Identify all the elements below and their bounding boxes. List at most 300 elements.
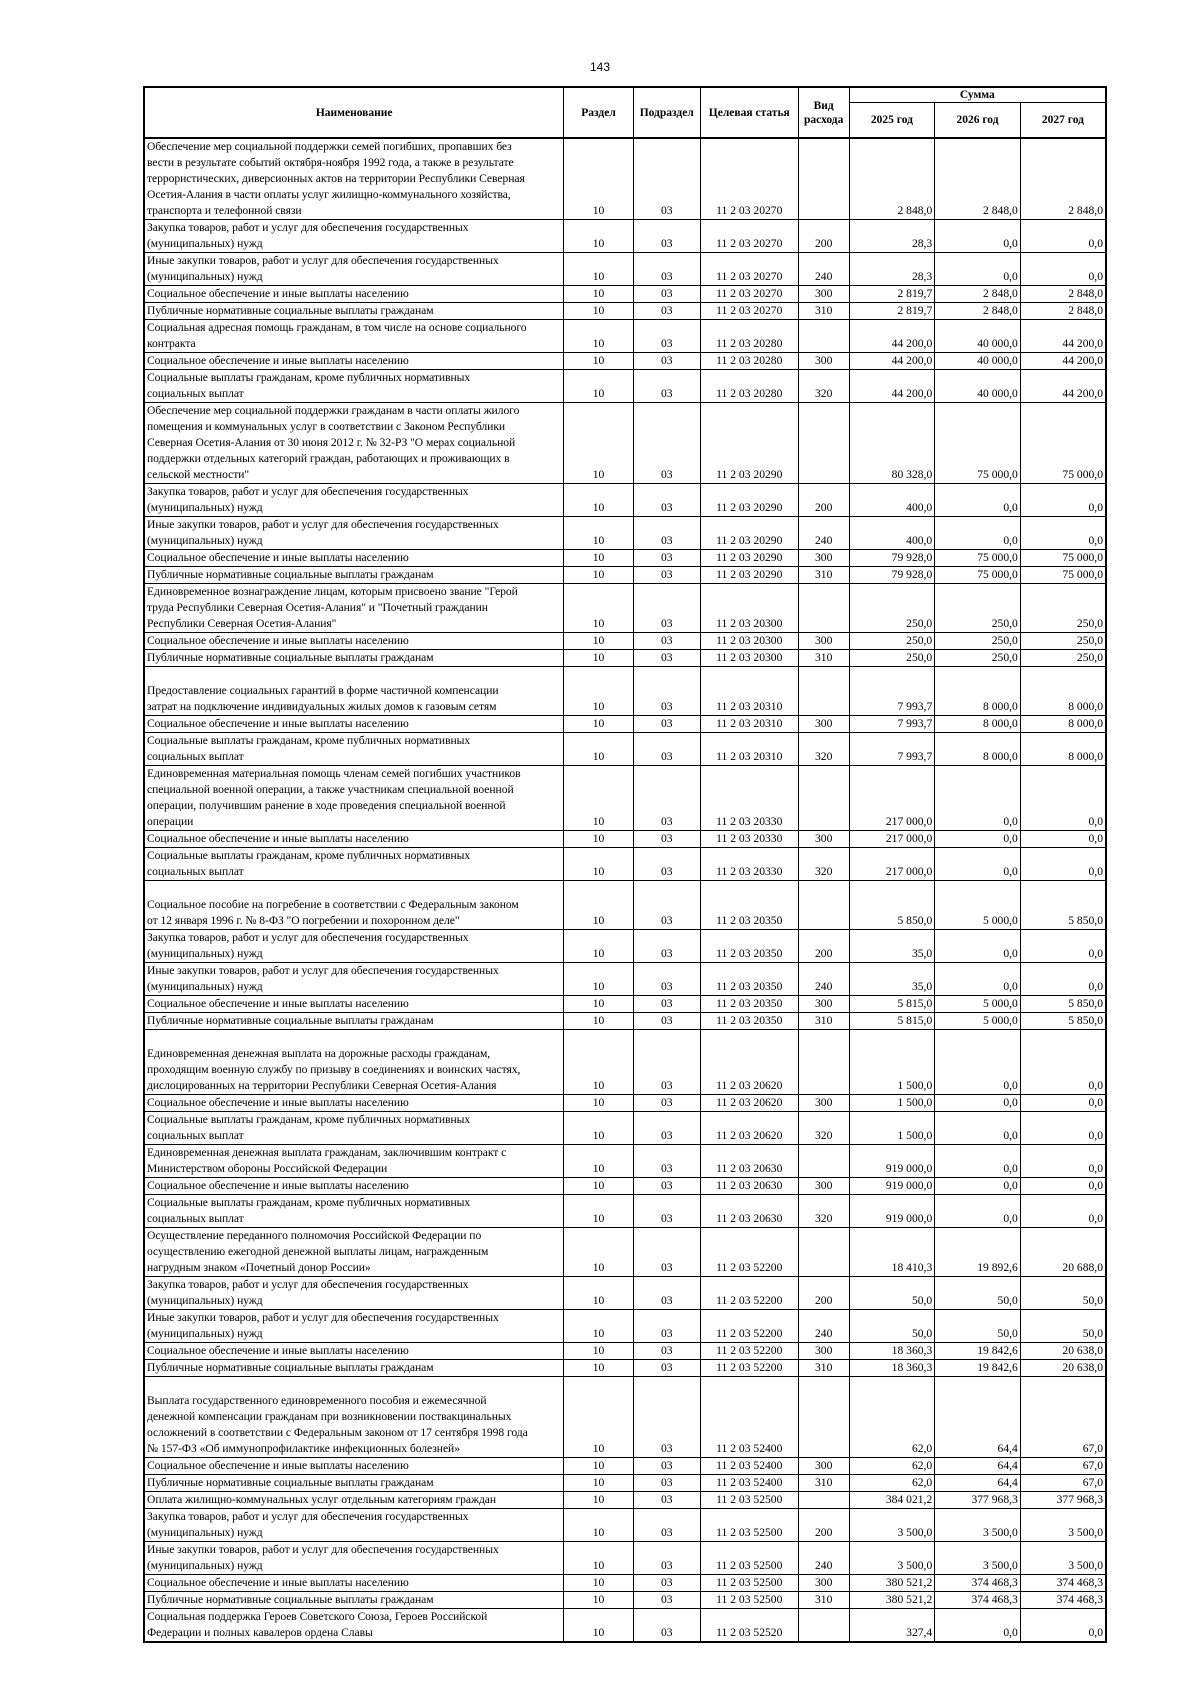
row-target-article: 11 2 03 20290	[700, 517, 798, 550]
row-amount-2025: 35,0	[849, 963, 935, 996]
row-name-line: Закупка товаров, работ и услуг для обеспечения государственных	[147, 931, 469, 944]
row-name	[144, 1145, 564, 1178]
row-expense-type: 310	[798, 650, 849, 667]
row-name	[144, 963, 564, 996]
row-amount-2027: 0,0	[1020, 220, 1106, 253]
row-target-article: 11 2 03 20310	[700, 716, 798, 733]
row-section: 10	[564, 303, 633, 320]
row-amount-2027: 377 968,3	[1020, 1492, 1106, 1509]
row-amount-2027: 0,0	[1020, 1609, 1106, 1643]
row-amount-2025: 35,0	[849, 930, 935, 963]
row-amount-2026: 5 000,0	[935, 881, 1021, 930]
row-name-line: Закупка товаров, работ и услуг для обеспечения государственных	[147, 221, 469, 234]
row-amount-2027: 20 638,0	[1020, 1343, 1106, 1360]
row-amount-2025: 50,0	[849, 1310, 935, 1343]
row-name-line: Публичные нормативные социальные выплаты гражданам	[147, 1361, 434, 1374]
row-name-line: Публичные нормативные социальные выплаты гражданам	[147, 568, 434, 581]
row-section: 10	[564, 1377, 633, 1458]
row-name-line: Закупка товаров, работ и услуг для обеспечения государственных	[147, 1278, 469, 1291]
row-expense-type: 300	[798, 1575, 849, 1592]
row-expense-type: 310	[798, 1013, 849, 1030]
table-row	[144, 1609, 1106, 1643]
row-subsection: 03	[633, 1343, 700, 1360]
row-expense-type: 320	[798, 848, 849, 881]
row-expense-type: 240	[798, 1310, 849, 1343]
row-target-article: 11 2 03 20300	[700, 584, 798, 633]
row-expense-type: 300	[798, 1458, 849, 1475]
row-name-line: Осуществление переданного полномочия Российской Федерации по	[147, 1229, 482, 1242]
row-amount-2026: 0,0	[935, 1145, 1021, 1178]
row-subsection: 03	[633, 138, 700, 220]
row-subsection: 03	[633, 716, 700, 733]
row-target-article: 11 2 03 52400	[700, 1475, 798, 1492]
row-name-line: Социальные выплаты гражданам, кроме публичных нормативных	[147, 734, 471, 747]
header-year-2027: 2027 год	[1020, 103, 1106, 139]
row-amount-2026: 0,0	[935, 1095, 1021, 1112]
row-target-article: 11 2 03 20630	[700, 1178, 798, 1195]
row-amount-2026: 19 842,6	[935, 1343, 1021, 1360]
row-amount-2027: 2 848,0	[1020, 138, 1106, 220]
row-amount-2027: 50,0	[1020, 1277, 1106, 1310]
row-amount-2027: 20 638,0	[1020, 1360, 1106, 1377]
row-section: 10	[564, 403, 633, 484]
row-amount-2026: 64,4	[935, 1458, 1021, 1475]
row-subsection: 03	[633, 1360, 700, 1377]
row-name	[144, 484, 564, 517]
row-name-line: (муниципальных) нужд	[147, 1327, 263, 1340]
table-row	[144, 930, 1106, 963]
row-target-article: 11 2 03 20270	[700, 253, 798, 286]
row-amount-2027: 0,0	[1020, 831, 1106, 848]
row-amount-2027: 374 468,3	[1020, 1592, 1106, 1609]
table-row	[144, 633, 1106, 650]
row-amount-2027: 0,0	[1020, 1195, 1106, 1228]
table-row	[144, 567, 1106, 584]
row-section: 10	[564, 1492, 633, 1509]
table-row	[144, 1509, 1106, 1542]
row-amount-2025: 7 993,7	[849, 716, 935, 733]
row-name-line: (муниципальных) нужд	[147, 270, 263, 283]
row-amount-2026: 75 000,0	[935, 567, 1021, 584]
row-amount-2026: 5 000,0	[935, 1013, 1021, 1030]
row-expense-type: 300	[798, 996, 849, 1013]
row-target-article: 11 2 03 52500	[700, 1542, 798, 1575]
row-name	[144, 831, 564, 848]
row-name-line: денежной компенсации гражданам при возникновении поствакцинальных	[147, 1410, 512, 1423]
row-name-line: операции	[147, 815, 194, 828]
row-subsection: 03	[633, 1475, 700, 1492]
row-name-line: поддержки отдельных категорий граждан, работающих и проживающих в	[147, 452, 510, 465]
row-name-line: Единовременная материальная помощь членам семей погибших участников	[147, 767, 521, 780]
row-name	[144, 766, 564, 831]
row-name-line: Социальное обеспечение и иные выплаты населению	[147, 832, 409, 845]
row-amount-2027: 0,0	[1020, 766, 1106, 831]
table-row	[144, 1195, 1106, 1228]
row-amount-2026: 8 000,0	[935, 733, 1021, 766]
row-amount-2025: 79 928,0	[849, 550, 935, 567]
row-name	[144, 1343, 564, 1360]
row-section: 10	[564, 650, 633, 667]
row-amount-2025: 5 850,0	[849, 881, 935, 930]
row-target-article: 11 2 03 20350	[700, 996, 798, 1013]
table-row	[144, 303, 1106, 320]
row-amount-2026: 0,0	[935, 220, 1021, 253]
row-name-line: Социальная адресная помощь гражданам, в том числе на основе социального	[147, 321, 527, 334]
row-name-line: Социальные выплаты гражданам, кроме публичных нормативных	[147, 849, 471, 862]
row-name-line: Публичные нормативные социальные выплаты гражданам	[147, 651, 434, 664]
row-amount-2025: 250,0	[849, 633, 935, 650]
row-amount-2025: 62,0	[849, 1475, 935, 1492]
row-amount-2025: 217 000,0	[849, 766, 935, 831]
table-row	[144, 1343, 1106, 1360]
row-subsection: 03	[633, 1013, 700, 1030]
row-section: 10	[564, 1228, 633, 1277]
row-name-line: от 12 января 1996 г. № 8-ФЗ "О погребении и похоронном деле"	[147, 914, 460, 927]
row-section: 10	[564, 584, 633, 633]
row-amount-2025: 250,0	[849, 584, 935, 633]
row-amount-2026: 2 848,0	[935, 303, 1021, 320]
row-name	[144, 1377, 564, 1458]
row-amount-2026: 0,0	[935, 766, 1021, 831]
row-name-line: Обеспечение мер социальной поддержки гражданам в части оплаты жилого	[147, 404, 520, 417]
row-target-article: 11 2 03 20270	[700, 220, 798, 253]
row-name	[144, 567, 564, 584]
row-amount-2027: 374 468,3	[1020, 1575, 1106, 1592]
row-expense-type	[798, 766, 849, 831]
table-row	[144, 484, 1106, 517]
row-amount-2025: 2 819,7	[849, 303, 935, 320]
row-expense-type: 300	[798, 1095, 849, 1112]
table-row	[144, 320, 1106, 353]
row-expense-type	[798, 138, 849, 220]
table-row	[144, 716, 1106, 733]
row-name-line: Социальное обеспечение и иные выплаты населению	[147, 997, 409, 1010]
table-row	[144, 1542, 1106, 1575]
row-name-line: (муниципальных) нужд	[147, 1559, 263, 1572]
row-amount-2026: 0,0	[935, 1030, 1021, 1095]
row-target-article: 11 2 03 52200	[700, 1228, 798, 1277]
row-amount-2026: 19 842,6	[935, 1360, 1021, 1377]
row-amount-2027: 3 500,0	[1020, 1542, 1106, 1575]
row-amount-2027: 0,0	[1020, 517, 1106, 550]
row-name-line: Публичные нормативные социальные выплаты гражданам	[147, 1014, 434, 1027]
row-expense-type	[798, 881, 849, 930]
row-subsection: 03	[633, 881, 700, 930]
row-amount-2026: 0,0	[935, 1178, 1021, 1195]
row-expense-type: 320	[798, 1195, 849, 1228]
row-amount-2026: 2 848,0	[935, 286, 1021, 303]
row-section: 10	[564, 286, 633, 303]
table-row	[144, 1112, 1106, 1145]
row-section: 10	[564, 1030, 633, 1095]
row-amount-2025: 7 993,7	[849, 733, 935, 766]
row-section: 10	[564, 353, 633, 370]
row-subsection: 03	[633, 1178, 700, 1195]
row-amount-2026: 40 000,0	[935, 320, 1021, 353]
row-name-line: (муниципальных) нужд	[147, 501, 263, 514]
row-amount-2027: 0,0	[1020, 1095, 1106, 1112]
row-section: 10	[564, 930, 633, 963]
table-row	[144, 1095, 1106, 1112]
row-name	[144, 1013, 564, 1030]
row-amount-2027: 0,0	[1020, 484, 1106, 517]
row-amount-2025: 380 521,2	[849, 1592, 935, 1609]
row-target-article: 11 2 03 52500	[700, 1592, 798, 1609]
row-section: 10	[564, 1195, 633, 1228]
row-name	[144, 138, 564, 220]
row-name	[144, 286, 564, 303]
table-body	[144, 138, 1106, 1642]
row-name-line: Социальное обеспечение и иные выплаты населению	[147, 287, 409, 300]
table-row	[144, 286, 1106, 303]
row-name-line: Единовременная денежная выплата на дорожные расходы гражданам,	[147, 1047, 491, 1060]
row-target-article: 11 2 03 52200	[700, 1310, 798, 1343]
row-name	[144, 1195, 564, 1228]
row-section: 10	[564, 1112, 633, 1145]
row-subsection: 03	[633, 286, 700, 303]
row-subsection: 03	[633, 733, 700, 766]
table-row	[144, 650, 1106, 667]
row-expense-type: 300	[798, 1343, 849, 1360]
row-target-article: 11 2 03 20630	[700, 1145, 798, 1178]
row-name	[144, 930, 564, 963]
row-expense-type: 310	[798, 567, 849, 584]
row-section: 10	[564, 138, 633, 220]
table-row	[144, 766, 1106, 831]
row-subsection: 03	[633, 1095, 700, 1112]
row-subsection: 03	[633, 403, 700, 484]
row-name-line: Социальные выплаты гражданам, кроме публичных нормативных	[147, 1113, 471, 1126]
row-expense-type: 300	[798, 633, 849, 650]
row-expense-type: 310	[798, 303, 849, 320]
table-row	[144, 881, 1106, 930]
row-expense-type: 310	[798, 1592, 849, 1609]
row-target-article: 11 2 03 52500	[700, 1575, 798, 1592]
row-amount-2026: 50,0	[935, 1277, 1021, 1310]
row-amount-2027: 3 500,0	[1020, 1509, 1106, 1542]
row-name-line: Единовременное вознаграждение лицам, которым присвоено звание "Герой	[147, 585, 518, 598]
row-name-line: Публичные нормативные социальные выплаты гражданам	[147, 1593, 434, 1606]
table-row	[144, 831, 1106, 848]
row-name-line: Иные закупки товаров, работ и услуг для обеспечения государственных	[147, 1311, 499, 1324]
row-amount-2027: 0,0	[1020, 963, 1106, 996]
table-row	[144, 733, 1106, 766]
row-name-line: (муниципальных) нужд	[147, 237, 263, 250]
row-name-line: Закупка товаров, работ и услуг для обеспечения государственных	[147, 1510, 469, 1523]
row-name	[144, 1492, 564, 1509]
row-amount-2027: 50,0	[1020, 1310, 1106, 1343]
row-amount-2026: 0,0	[935, 963, 1021, 996]
row-amount-2025: 2 848,0	[849, 138, 935, 220]
row-name-line: Иные закупки товаров, работ и услуг для обеспечения государственных	[147, 964, 499, 977]
row-target-article: 11 2 03 20290	[700, 567, 798, 584]
row-section: 10	[564, 1592, 633, 1609]
row-expense-type: 200	[798, 930, 849, 963]
row-section: 10	[564, 1542, 633, 1575]
row-expense-type: 200	[798, 1509, 849, 1542]
row-subsection: 03	[633, 550, 700, 567]
row-name-line	[147, 1030, 561, 1046]
row-section: 10	[564, 1475, 633, 1492]
row-amount-2025: 44 200,0	[849, 370, 935, 403]
row-amount-2027: 0,0	[1020, 1112, 1106, 1145]
row-name-line: Единовременная денежная выплата гражданам, заключившим контракт с	[147, 1146, 507, 1159]
row-name-line: социальных выплат	[147, 387, 244, 400]
row-amount-2025: 2 819,7	[849, 286, 935, 303]
row-name-line: осложнений в соответствии с Федеральным законом от 17 сентября 1998 года	[147, 1426, 528, 1439]
row-name-line: Федерации и полных кавалеров ордена Славы	[147, 1626, 373, 1639]
row-subsection: 03	[633, 930, 700, 963]
row-amount-2026: 377 968,3	[935, 1492, 1021, 1509]
row-amount-2027: 8 000,0	[1020, 716, 1106, 733]
row-target-article: 11 2 03 52200	[700, 1343, 798, 1360]
row-name-line: (муниципальных) нужд	[147, 534, 263, 547]
row-section: 10	[564, 1095, 633, 1112]
row-amount-2025: 5 815,0	[849, 1013, 935, 1030]
row-subsection: 03	[633, 1310, 700, 1343]
row-name	[144, 253, 564, 286]
row-amount-2026: 0,0	[935, 1195, 1021, 1228]
row-target-article: 11 2 03 52200	[700, 1360, 798, 1377]
row-amount-2027: 67,0	[1020, 1475, 1106, 1492]
row-name	[144, 667, 564, 716]
row-expense-type	[798, 1145, 849, 1178]
row-subsection: 03	[633, 1145, 700, 1178]
row-name-line: вести в результате событий октября-ноября 1992 года, а также в результате	[147, 156, 514, 169]
row-expense-type	[798, 320, 849, 353]
row-section: 10	[564, 1458, 633, 1475]
row-section: 10	[564, 848, 633, 881]
row-subsection: 03	[633, 370, 700, 403]
row-subsection: 03	[633, 1277, 700, 1310]
row-amount-2026: 50,0	[935, 1310, 1021, 1343]
row-name-line: затрат на подключение индивидуальных жилых домов к газовым сетям	[147, 700, 497, 713]
table-row	[144, 353, 1106, 370]
row-name	[144, 650, 564, 667]
row-target-article: 11 2 03 52400	[700, 1377, 798, 1458]
row-subsection: 03	[633, 1195, 700, 1228]
row-name	[144, 1095, 564, 1112]
row-name-line: Публичные нормативные социальные выплаты гражданам	[147, 304, 434, 317]
row-amount-2025: 1 500,0	[849, 1112, 935, 1145]
row-expense-type: 200	[798, 484, 849, 517]
table-row	[144, 667, 1106, 716]
row-name-line: Предоставление социальных гарантий в форме частичной компенсации	[147, 684, 499, 697]
row-subsection: 03	[633, 353, 700, 370]
row-amount-2027: 67,0	[1020, 1377, 1106, 1458]
table-row	[144, 1377, 1106, 1458]
row-expense-type	[798, 1228, 849, 1277]
row-name-line: № 157-ФЗ «Об иммунопрофилактике инфекционных болезней»	[147, 1442, 460, 1455]
row-section: 10	[564, 667, 633, 716]
row-amount-2026: 250,0	[935, 633, 1021, 650]
row-expense-type: 310	[798, 1475, 849, 1492]
row-target-article: 11 2 03 20620	[700, 1112, 798, 1145]
row-target-article: 11 2 03 20280	[700, 320, 798, 353]
row-target-article: 11 2 03 20300	[700, 650, 798, 667]
header-target-article: Целевая статья	[700, 87, 798, 138]
row-amount-2027: 2 848,0	[1020, 286, 1106, 303]
row-name	[144, 403, 564, 484]
row-target-article: 11 2 03 20280	[700, 370, 798, 403]
row-amount-2026: 0,0	[935, 517, 1021, 550]
row-name-line	[147, 667, 561, 683]
row-name-line: Осетия-Алания в части оплаты услуг жилищно-коммунального хозяйства,	[147, 188, 511, 201]
row-name-line	[147, 881, 561, 897]
row-name	[144, 848, 564, 881]
row-name-line: (муниципальных) нужд	[147, 1526, 263, 1539]
row-section: 10	[564, 1360, 633, 1377]
row-name-line: Северная Осетия-Алания от 30 июня 2012 г. № 32-РЗ "О мерах социальной	[147, 436, 516, 449]
row-section: 10	[564, 1310, 633, 1343]
row-expense-type	[798, 1609, 849, 1643]
row-amount-2027: 250,0	[1020, 633, 1106, 650]
row-amount-2027: 0,0	[1020, 930, 1106, 963]
row-name	[144, 1030, 564, 1095]
row-subsection: 03	[633, 1377, 700, 1458]
row-expense-type: 300	[798, 716, 849, 733]
row-name-line: Социальное обеспечение и иные выплаты населению	[147, 1096, 409, 1109]
row-section: 10	[564, 1575, 633, 1592]
row-section: 10	[564, 963, 633, 996]
row-target-article: 11 2 03 20330	[700, 766, 798, 831]
row-amount-2026: 0,0	[935, 930, 1021, 963]
row-amount-2026: 64,4	[935, 1377, 1021, 1458]
row-expense-type: 300	[798, 550, 849, 567]
row-subsection: 03	[633, 1542, 700, 1575]
row-name-line: социальных выплат	[147, 1129, 244, 1142]
row-target-article: 11 2 03 20630	[700, 1195, 798, 1228]
row-amount-2025: 18 410,3	[849, 1228, 935, 1277]
row-amount-2027: 250,0	[1020, 650, 1106, 667]
row-expense-type: 200	[798, 1277, 849, 1310]
row-expense-type: 200	[798, 220, 849, 253]
row-target-article: 11 2 03 20290	[700, 403, 798, 484]
row-name-line: террористических, диверсионных актов на территории Республики Северная	[147, 172, 525, 185]
row-name	[144, 353, 564, 370]
row-section: 10	[564, 881, 633, 930]
table-header	[144, 87, 1106, 138]
row-name	[144, 1475, 564, 1492]
row-name-line: транспорта и телефонной связи	[147, 204, 302, 217]
table-row	[144, 253, 1106, 286]
row-target-article: 11 2 03 20350	[700, 881, 798, 930]
row-target-article: 11 2 03 52500	[700, 1509, 798, 1542]
row-subsection: 03	[633, 996, 700, 1013]
row-name-line: Социальное обеспечение и иные выплаты населению	[147, 354, 409, 367]
row-amount-2025: 62,0	[849, 1458, 935, 1475]
header-sum: Сумма	[849, 87, 1106, 103]
row-amount-2027: 75 000,0	[1020, 550, 1106, 567]
row-section: 10	[564, 1609, 633, 1643]
row-expense-type	[798, 1377, 849, 1458]
row-amount-2027: 75 000,0	[1020, 403, 1106, 484]
row-amount-2026: 40 000,0	[935, 353, 1021, 370]
row-amount-2025: 18 360,3	[849, 1360, 935, 1377]
header-name: Наименование	[144, 87, 564, 138]
row-section: 10	[564, 1145, 633, 1178]
row-expense-type	[798, 584, 849, 633]
row-name-line: Социальное обеспечение и иные выплаты населению	[147, 1459, 409, 1472]
header-expense-type: Вид расхода	[798, 87, 849, 138]
row-name	[144, 1609, 564, 1643]
row-amount-2025: 80 328,0	[849, 403, 935, 484]
row-name-line: Социальное обеспечение и иные выплаты населению	[147, 551, 409, 564]
row-target-article: 11 2 03 20330	[700, 848, 798, 881]
row-section: 10	[564, 220, 633, 253]
row-amount-2027: 0,0	[1020, 848, 1106, 881]
row-amount-2026: 8 000,0	[935, 667, 1021, 716]
